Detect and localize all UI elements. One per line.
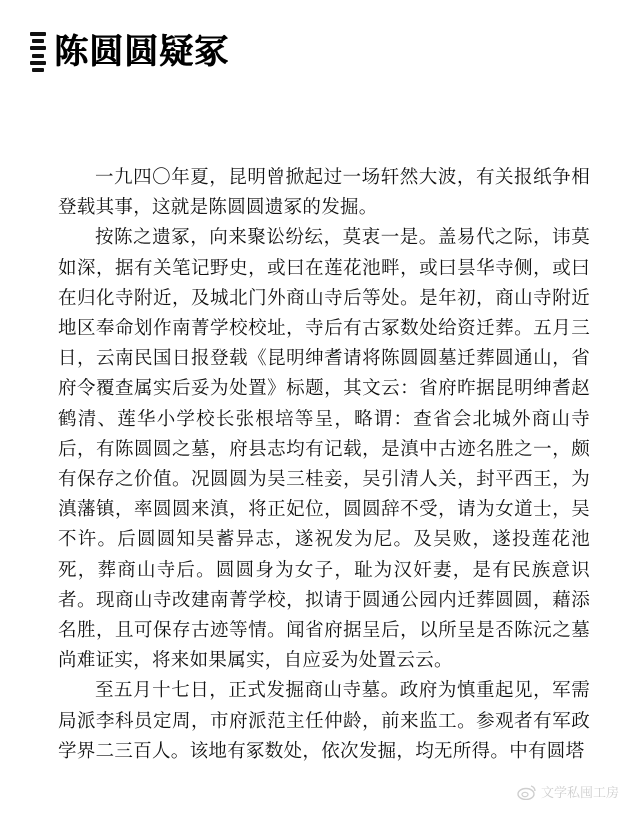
watermark xyxy=(517,782,619,801)
article-body xyxy=(58,163,590,767)
paragraph: 一九四〇年夏，昆明曾掀起过一场轩然大波，有关报纸争相登载其事，这就是陈圆圆遗冢的发掘。 xyxy=(58,167,590,219)
title-block xyxy=(30,30,229,74)
watermark-text: 文学私囤工房 xyxy=(540,786,619,801)
paragraph: 按陈之遗冢，向来聚讼纷纭，莫衷一是。盖易代之际，讳莫如深，据有关笔记野史，或曰在莲花池畔，或曰昙华寺侧，或曰在归化寺附近，及城北门外商山寺后等处。是年初，商山寺附近地区奉命划作南菁学校校址，寺后有古冢数处给资迁葬。五月三日，云南民国日报登载《昆明绅耆请将陈圆圆墓迁葬圆通山，省府令覆查属实后妥为处置》标题，其文云：省府昨据昆明绅耆赵鹤清、莲华小学校长张根培等呈，略谓：查省会北城外商山寺后，有陈圆圆之墓，府县志均有记载，是滇中古迹名胜之一，颇有保存之价值。况圆圆为吴三桂妾，吴引清人关，封平西王，为滇藩镇，率圆圆来滇，将正妃位，圆圆辞不受，请为女道士，吴不许。后圆圆知吴蓄异志，遂祝发为尼。及吴败，遂投莲花池死，葬商山寺后。圆圆身为女子，耻为汉奸妻，是有民族意识者。现商山寺改建南菁学校，拟请于圆通公园内迁葬圆圆，藉添名胜，且可保存古迹等情。闻省府据呈后，以所呈是否陈沅之墓尚难证实，将来如果属实，自应妥为处置云云。 xyxy=(58,227,590,672)
weibo-icon xyxy=(517,784,537,800)
title-ornament-icon xyxy=(30,32,46,72)
paragraph: 至五月十七日，正式发掘商山寺墓。政府为慎重起见，军需局派李科员定周，市府派范主任仲龄，前来监工。参观者有军政学界二三百人。该地有冢数处，依次发掘，均无所得。中有圆塔 xyxy=(58,680,590,762)
article-title: 陈圆圆疑冢 xyxy=(54,32,229,72)
